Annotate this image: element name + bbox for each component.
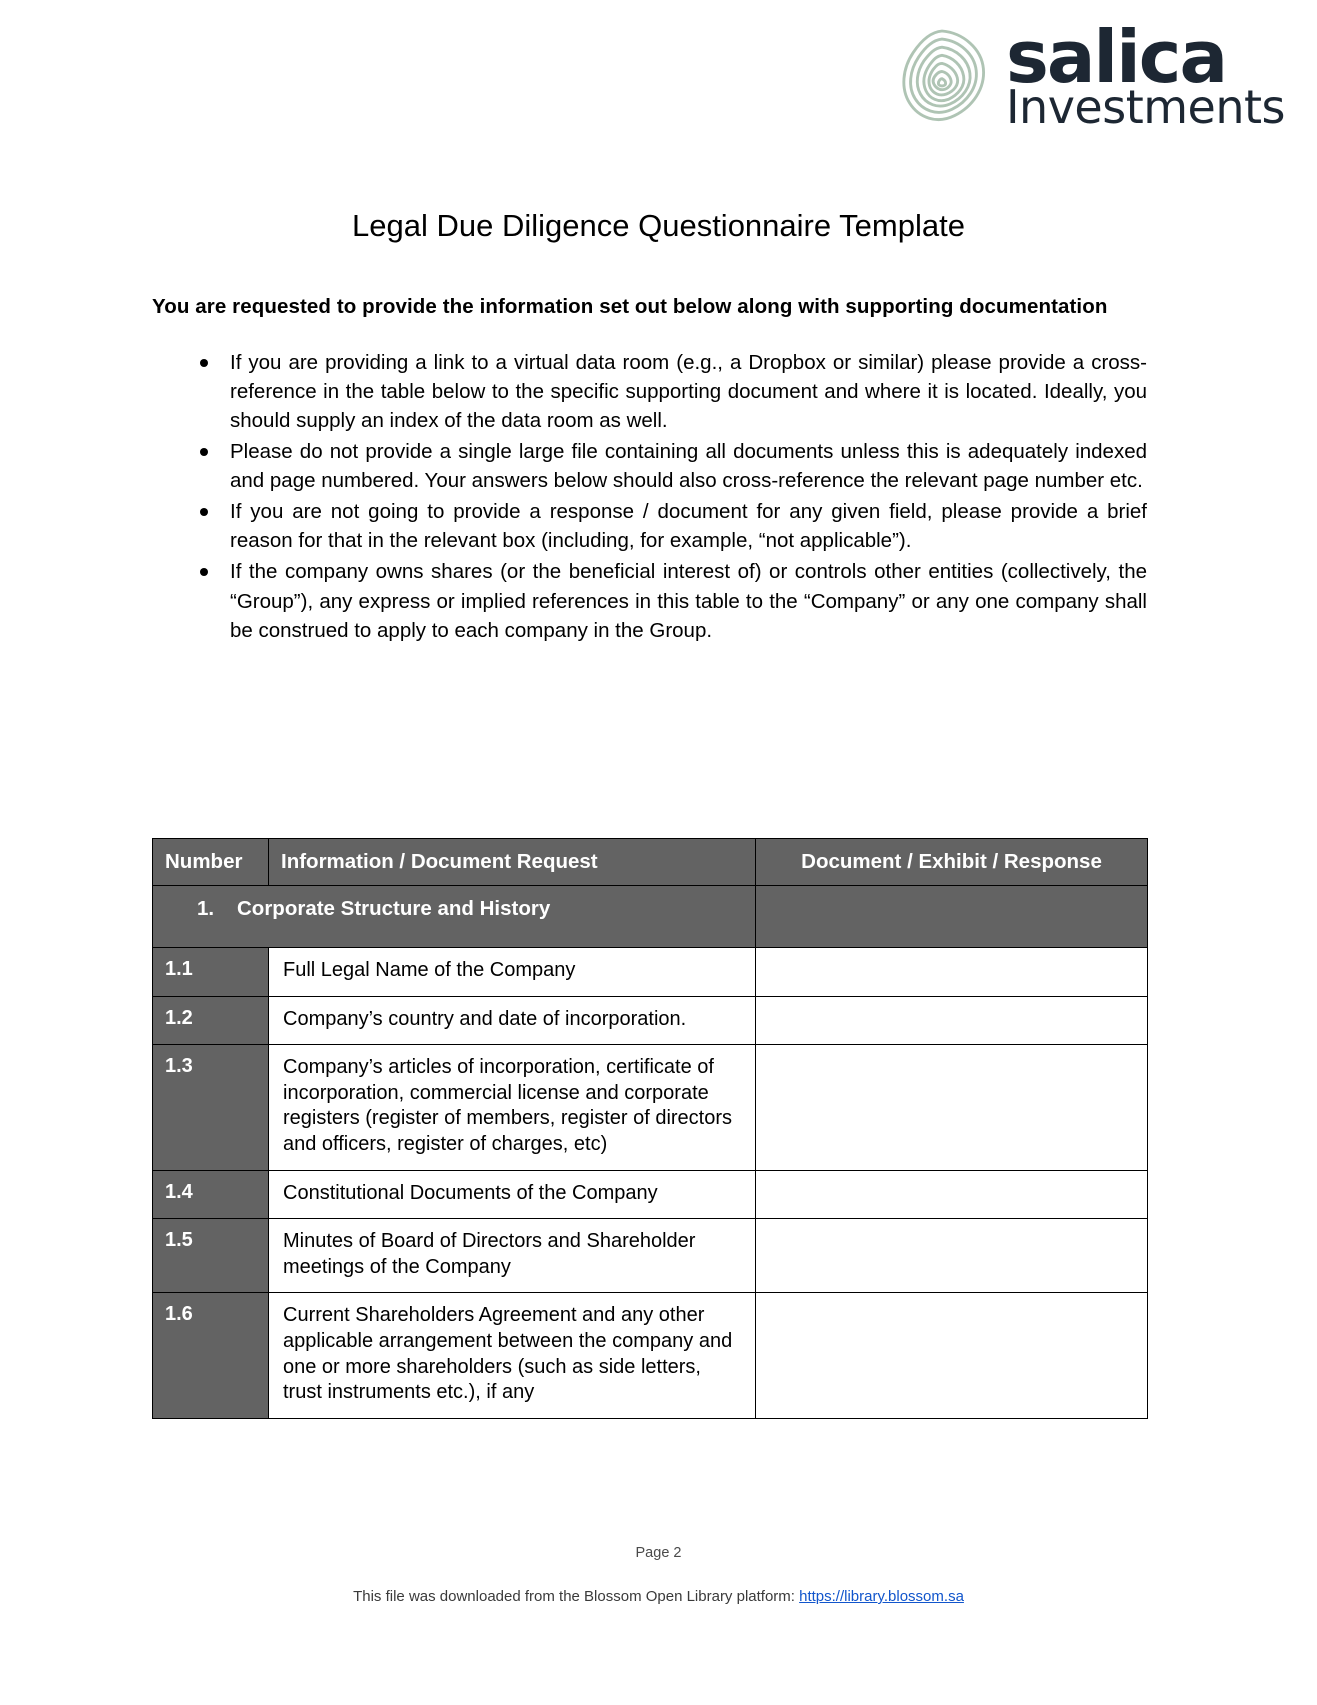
row-request: Full Legal Name of the Company (269, 948, 756, 997)
section-title: Corporate Structure and History (237, 897, 551, 920)
row-request: Minutes of Board of Directors and Shareholder meetings of the Company (269, 1219, 756, 1293)
row-request: Constitutional Documents of the Company (269, 1170, 756, 1219)
row-response[interactable] (756, 1219, 1148, 1293)
instructions-list (152, 348, 1147, 645)
due-diligence-table (152, 838, 1148, 1419)
table-row (153, 996, 1148, 1045)
table-row (153, 1219, 1148, 1293)
table-row (153, 1045, 1148, 1170)
intro-paragraph: You are requested to provide the information set out below along with supporting documentation (152, 295, 1108, 318)
logo-brand-sub: Investments (1005, 79, 1285, 134)
table-row (153, 948, 1148, 997)
row-response[interactable] (756, 948, 1148, 997)
row-number: 1.5 (153, 1219, 269, 1293)
page-number: Page 2 (635, 1545, 682, 1561)
list-item: If you are not going to provide a response / document for any given field, please provide a brief reason for that in the relevant box (including, for example, “not applicable”). (196, 497, 1147, 555)
column-header-request: Information / Document Request (269, 839, 756, 886)
list-item: If you are providing a link to a virtual data room (e.g., a Dropbox or similar) please provide a cross-reference in the table below to the specific supporting document and where it is located. Ideally, you should supply an index of the data room as well. (196, 348, 1147, 435)
salica-logo (888, 14, 1285, 134)
list-item: If the company owns shares (or the beneficial interest of) or controls other entities (collectively, the “Group”), any express or implied references in this table to the “Company” or any one company shall be construed to apply to each company in the Group. (196, 557, 1147, 644)
attribution-line (0, 1588, 1317, 1605)
row-number: 1.3 (153, 1045, 269, 1170)
row-response[interactable] (756, 1293, 1148, 1418)
table-section-row (153, 886, 1148, 948)
row-number: 1.2 (153, 996, 269, 1045)
table-row (153, 1293, 1148, 1418)
section-number: 1. (197, 897, 215, 920)
row-response[interactable] (756, 996, 1148, 1045)
row-request: Company’s articles of incorporation, certificate of incorporation, commercial license and corporate registers (register of members, register of directors and officers, register of charges, etc) (269, 1045, 756, 1170)
row-response[interactable] (756, 1170, 1148, 1219)
page-title: Legal Due Diligence Questionnaire Template (352, 208, 965, 243)
row-number: 1.6 (153, 1293, 269, 1418)
row-request: Company’s country and date of incorporation. (269, 996, 756, 1045)
column-header-response: Document / Exhibit / Response (756, 839, 1148, 886)
section-blank-cell (756, 886, 1148, 948)
table-row (153, 1170, 1148, 1219)
library-link[interactable]: https://library.blossom.sa (799, 1588, 964, 1605)
table-header-row (153, 839, 1148, 886)
column-header-number: Number (153, 839, 269, 886)
row-number: 1.4 (153, 1170, 269, 1219)
logo-brand-name: salica (1005, 14, 1227, 99)
row-number: 1.1 (153, 948, 269, 997)
logo-wordmark (1005, 14, 1285, 134)
concentric-rings-icon (888, 22, 996, 130)
row-request: Current Shareholders Agreement and any other applicable arrangement between the company and one or more shareholders (such as side letters, trust instruments etc.), if any (269, 1293, 756, 1418)
row-response[interactable] (756, 1045, 1148, 1170)
section-heading (153, 886, 756, 948)
document-body (152, 292, 1147, 647)
list-item: Please do not provide a single large file containing all documents unless this is adequately indexed and page numbered. Your answers below should also cross-reference the relevant page number etc. (196, 437, 1147, 495)
attribution-text: This file was downloaded from the Blossom Open Library platform: (353, 1588, 800, 1605)
